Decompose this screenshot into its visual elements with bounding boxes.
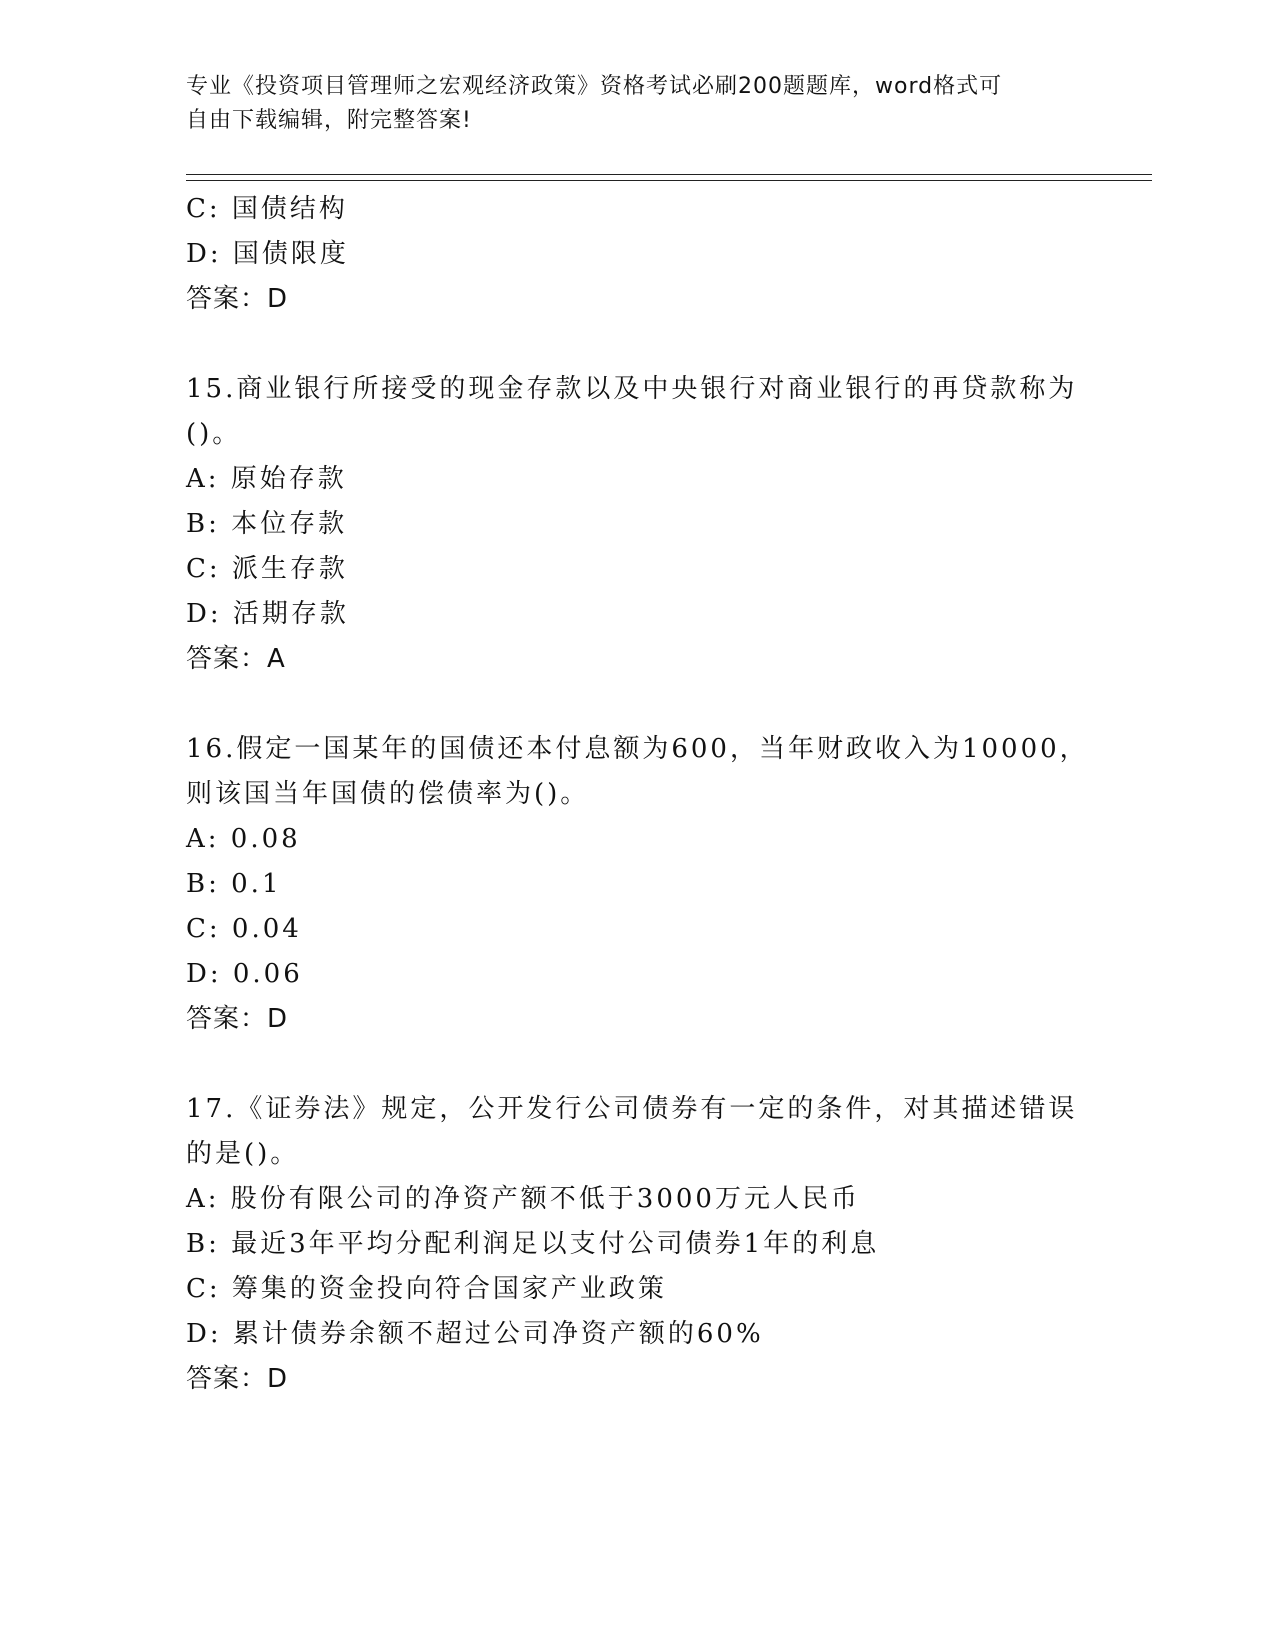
option-a: A: 股份有限公司的净资产额不低于3000万元人民币: [186, 1184, 860, 1214]
header-line-2: 自由下载编辑，附完整答案!: [186, 108, 472, 133]
answer: 答案：D: [186, 284, 289, 314]
option-b: B: 最近3年平均分配利润足以支付公司债券1年的利息: [186, 1229, 880, 1259]
option-a: A: 原始存款: [186, 464, 347, 494]
question-stem: 17.《证券法》规定，公开发行公司债券有一定的条件，对其描述错误: [186, 1094, 1078, 1124]
question-list: [186, 187, 1089, 1402]
question-stem: 的是()。: [186, 1139, 300, 1169]
spacer: [186, 1042, 1086, 1087]
header-line-1: 专业《投资项目管理师之宏观经济政策》资格考试必刷200题题库，word格式可: [186, 74, 1003, 99]
option-d: D: 累计债券余额不超过公司净资产额的60%: [186, 1319, 764, 1349]
option-c: C: 派生存款: [186, 554, 348, 584]
spacer: [186, 682, 1086, 727]
question-stem: 16.假定一国某年的国债还本付息额为600，当年财政收入为10000，: [186, 734, 1089, 764]
header-divider-bottom: [186, 180, 1152, 181]
option-c: C: 0.04: [186, 914, 302, 944]
header-divider-top: [186, 174, 1152, 175]
option-c: C: 国债结构: [186, 194, 348, 224]
option-a: A: 0.08: [186, 824, 301, 854]
option-b: B: 本位存款: [186, 509, 348, 539]
option-c: C: 筹集的资金投向符合国家产业政策: [186, 1274, 667, 1304]
question-14-tail: [186, 187, 1086, 322]
option-d: D: 国债限度: [186, 239, 349, 269]
question-stem: ()。: [186, 419, 242, 449]
question-stem: 则该国当年国债的偿债率为()。: [186, 779, 590, 809]
option-d: D: 0.06: [186, 959, 303, 989]
option-d: D: 活期存款: [186, 599, 349, 629]
spacer: [186, 322, 1086, 367]
question-17: [186, 1087, 1086, 1402]
answer: 答案：D: [186, 1004, 289, 1034]
page-header: [186, 70, 1086, 138]
question-16: [186, 727, 1089, 1042]
answer: 答案：D: [186, 1364, 289, 1394]
option-b: B: 0.1: [186, 869, 282, 899]
question-stem: 15.商业银行所接受的现金存款以及中央银行对商业银行的再贷款称为: [186, 374, 1078, 404]
answer: 答案：A: [186, 644, 286, 674]
question-15: [186, 367, 1086, 682]
